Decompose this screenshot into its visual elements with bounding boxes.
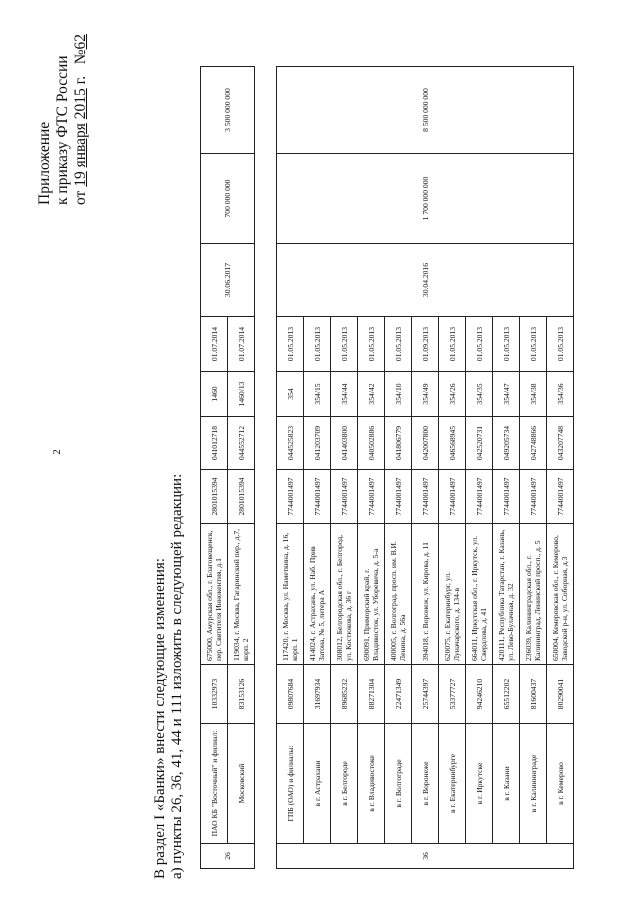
inn-code: 7744001497 — [439, 470, 466, 524]
branch-name: в г. Калининграде — [520, 724, 547, 844]
total-sum: 3 500 000 000 — [201, 67, 255, 154]
date-month: января — [72, 123, 89, 168]
bank-table-36 — [276, 66, 574, 869]
inn-code: 7744001497 — [466, 470, 493, 524]
address: 675000, Амурская обл., г. Благовещенск, пер. Святителя Иннокентия, д.1 — [201, 524, 228, 665]
date-day: 19 — [72, 171, 89, 187]
license-number: 1460 — [201, 372, 228, 417]
bik-code: 049205734 — [493, 417, 520, 470]
address: 690091, Приморский край, г. Владивосток, ул. Уборевича, д. 5-а — [358, 524, 385, 665]
okpo-code: 83153126 — [228, 665, 255, 724]
branch-name: в г. Воронеже — [412, 724, 439, 844]
address: 400005, г. Волгоград, просп. им. В.И. Ленина, д. 56а — [385, 524, 412, 665]
intro-line-2: а) пункты 26, 36, 41, 44 и 111 изложить в следующей редакции: — [169, 473, 185, 879]
total-sum: 8 500 000 000 — [277, 67, 574, 154]
bik-code: 042520731 — [466, 417, 493, 470]
inn-code: 7744001497 — [277, 470, 304, 524]
okpo-code: 31697934 — [304, 665, 331, 724]
order-reference: к приказу ФТС России — [54, 55, 71, 205]
okpo-code: 89685232 — [331, 665, 358, 724]
branch-name: Московский — [228, 724, 255, 844]
license-date: 01.05.2013 — [439, 317, 466, 372]
branch-name: в г. Иркутске — [466, 724, 493, 844]
table-row — [277, 67, 304, 869]
bik-code: 044525823 — [277, 417, 304, 470]
row-number: 36 — [277, 844, 574, 869]
appendix-label: Приложение — [36, 121, 53, 205]
okpo-code: 09807684 — [277, 665, 304, 724]
guarantee-sum: 1 700 000 000 — [277, 154, 574, 244]
inn-code: 7744001497 — [331, 470, 358, 524]
address: 414024, г. Астрахань, ул. Наб. Прив Затона, № 5, литера А — [304, 524, 331, 665]
inn-code: 7744001497 — [520, 470, 547, 524]
bank-name: ПАО КБ "Восточный" и филиал: — [201, 724, 228, 844]
license-date: 01.05.2013 — [385, 317, 412, 372]
branch-name: в г. Волгограде — [385, 724, 412, 844]
order-date-line — [72, 34, 90, 205]
number-label: № — [72, 49, 89, 65]
branch-name: в г. Белгороде — [331, 724, 358, 844]
license-number: 354/26 — [439, 372, 466, 417]
license-date: 01.05.2013 — [277, 317, 304, 372]
license-number: 354 — [277, 372, 304, 417]
license-number: 1460/13 — [228, 372, 255, 417]
license-number: 354/36 — [547, 372, 574, 417]
bik-code: 044552712 — [228, 417, 255, 470]
license-date: 01.07.2014 — [201, 317, 228, 372]
license-date: 01.09.2013 — [412, 317, 439, 372]
guarantee-sum: 700 000 000 — [201, 154, 255, 244]
branch-name: в г. Екатеринбурге — [439, 724, 466, 844]
intro-line-1: В раздел I «Банки» внести следующие изменения: — [152, 558, 168, 879]
license-date: 01.05.2013 — [520, 317, 547, 372]
table-row — [201, 67, 228, 869]
year-suffix: г. — [72, 75, 89, 89]
okpo-code: 25744397 — [412, 665, 439, 724]
okpo-code: 65512202 — [493, 665, 520, 724]
bik-code: 042007800 — [412, 417, 439, 470]
branch-name: в г. Астрахани — [304, 724, 331, 844]
license-date: 01.05.2013 — [493, 317, 520, 372]
license-number: 354/44 — [331, 372, 358, 417]
address: 620075, г. Екатеринбург, ул. Луначарского, д. 134-в — [439, 524, 466, 665]
inn-code: 7744001497 — [493, 470, 520, 524]
license-date: 01.05.2013 — [547, 317, 574, 372]
branch-name: в г. Кемерово — [547, 724, 574, 844]
page-number: 2 — [51, 449, 63, 455]
bik-code: 041403800 — [331, 417, 358, 470]
license-number: 354/15 — [304, 372, 331, 417]
license-number: 354/35 — [466, 372, 493, 417]
license-date: 01.05.2013 — [331, 317, 358, 372]
address: 394018, г. Воронеж, ул. Кирова, д. 11 — [412, 524, 439, 665]
okpo-code: 53377727 — [439, 665, 466, 724]
bik-code: 040502886 — [358, 417, 385, 470]
inn-code: 7744001497 — [304, 470, 331, 524]
expiry-date: 30.06.2017 — [201, 244, 255, 317]
license-date: 01.07.2014 — [228, 317, 255, 372]
okpo-code: 80290041 — [547, 665, 574, 724]
order-number: 62 — [72, 33, 89, 50]
date-prefix: от — [72, 186, 89, 205]
inn-code: 2801015394 — [201, 470, 228, 524]
license-number: 354/49 — [412, 372, 439, 417]
address: 420111, Республика Татарстан, г. Казань, ул. Лево-Булачная, д. 32 — [493, 524, 520, 665]
bank-name: ГПБ (ОАО) и филиалы: — [277, 724, 304, 844]
okpo-code: 94246210 — [466, 665, 493, 724]
address: 664011, Иркутская обл., г. Иркутск, ул. Свердлова, д. 41 — [466, 524, 493, 665]
address: 308012, Белгородская обл., г. Белгород, ул. Костюкова, д. 36 г — [331, 524, 358, 665]
license-date: 01.05.2013 — [358, 317, 385, 372]
intro-text — [152, 474, 186, 879]
okpo-code: 81600437 — [520, 665, 547, 724]
row-number: 26 — [201, 844, 255, 869]
address: 117420, г. Москва, ул. Наметкина, д. 16, корп. 1 — [277, 524, 304, 665]
bik-code: 042748866 — [520, 417, 547, 470]
bik-code: 043207748 — [547, 417, 574, 470]
inn-code: 2801015394 — [228, 470, 255, 524]
bik-code: 046568945 — [439, 417, 466, 470]
license-number: 354/38 — [520, 372, 547, 417]
license-date: 01.05.2013 — [304, 317, 331, 372]
okpo-code: 88271304 — [358, 665, 385, 724]
license-number: 354/42 — [358, 372, 385, 417]
inn-code: 7744001497 — [385, 470, 412, 524]
okpo-code: 10332973 — [201, 665, 228, 724]
branch-name: в г. Владивостоке — [358, 724, 385, 844]
okpo-code: 22471349 — [385, 665, 412, 724]
bik-code: 041012718 — [201, 417, 228, 470]
inn-code: 7744001497 — [547, 470, 574, 524]
bik-code: 041203709 — [304, 417, 331, 470]
expiry-date: 30.04.2016 — [277, 244, 574, 317]
address: 119034, г. Москва, Гагаринский пер., д.7, корп. 2 — [228, 524, 255, 665]
address: 650004, Кемеровская обл., г. Кемерово, Заводской р-н, ул. Соборная, д.3 — [547, 524, 574, 665]
license-date: 01.05.2013 — [466, 317, 493, 372]
bik-code: 041806779 — [385, 417, 412, 470]
bank-table-26 — [200, 66, 255, 869]
date-year: 2015 — [72, 88, 89, 120]
inn-code: 7744001497 — [412, 470, 439, 524]
license-number: 354/10 — [385, 372, 412, 417]
document-header — [36, 34, 90, 205]
address: 236039, Калининградская обл., г. Калининград, Ленинский просп., д. 5 — [520, 524, 547, 665]
license-number: 354/47 — [493, 372, 520, 417]
inn-code: 7744001497 — [358, 470, 385, 524]
branch-name: в г. Казани — [493, 724, 520, 844]
